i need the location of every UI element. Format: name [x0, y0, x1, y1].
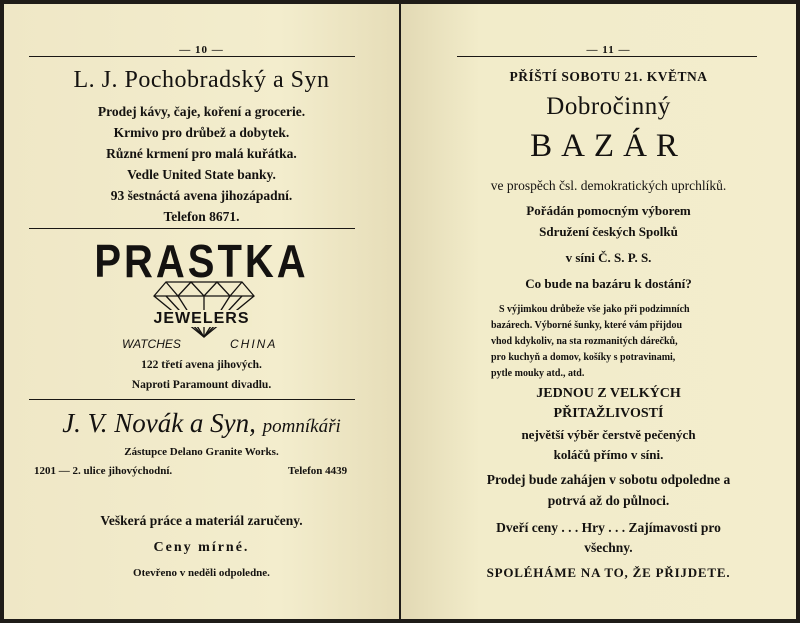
- novak-hours: Otevřeno v neděli odpoledne.: [133, 567, 270, 579]
- divider-rule: [29, 228, 355, 229]
- diamond-icon: [152, 280, 256, 338]
- attraction-heading: JEDNOU Z VELKÝCH: [536, 386, 681, 401]
- bazar-venue: v síni Č. S. P. S.: [565, 250, 652, 265]
- novak-subtitle: Zástupce Delano Granite Works.: [124, 446, 279, 458]
- novak-address: 1201 — 2. ulice jihovýchodní.: [34, 465, 173, 477]
- bazar-heading: Dobročinný: [546, 93, 671, 120]
- novak-phone: Telefon 4439: [288, 465, 348, 477]
- novak-title: J. V. Novák a Syn, pomníkáři: [62, 408, 341, 438]
- ad-line: 93 šestnáctá avena jihozápadní.: [110, 188, 293, 203]
- bazar-organizer: Sdružení českých Spolků: [539, 224, 678, 239]
- bazar-title: BAZÁR: [530, 128, 687, 164]
- prastka-location: Naproti Paramount divadlu.: [131, 379, 272, 391]
- jewelers-label: JEWELERS: [153, 310, 250, 327]
- top-rule: [29, 56, 355, 57]
- divider-rule: [29, 399, 355, 400]
- bazar-date: PŘÍŠTÍ SOBOTU 21. KVĚTNA: [509, 69, 708, 84]
- ad-line: Prodej kávy, čaje, koření a grocerie.: [97, 104, 306, 119]
- sale-info: Prodej bude zahájen v sobotu odpoledne a: [486, 472, 731, 487]
- page-number: — 10 —: [179, 44, 224, 56]
- novak-guarantee: Veškerá práce a materiál zaručeny.: [100, 513, 303, 528]
- attraction-text: koláčů přímo v síni.: [553, 447, 664, 462]
- offer-line: pytle mouky atd., atd.: [491, 368, 585, 379]
- ad-line: Vedle United State banky.: [127, 167, 276, 182]
- left-page: [4, 4, 399, 619]
- bazar-organizer: Pořádán pomocným výborem: [526, 203, 691, 218]
- ad-line: Různé krmení pro malá kuřátka.: [106, 146, 297, 161]
- ad-line: Telefon 8671.: [163, 209, 240, 224]
- prizes-info: Dveří ceny . . . Hry . . . Zajímavosti pro: [496, 520, 721, 535]
- prastka-logo: PRASTKA: [94, 236, 309, 288]
- offer-line: S výjimkou drůbeže vše jako při podzimních: [499, 304, 690, 315]
- watches-label: WATCHES: [122, 337, 181, 351]
- prizes-info: všechny.: [584, 540, 633, 555]
- sale-info: potrvá až do půlnoci.: [547, 493, 670, 508]
- right-page: [401, 4, 796, 619]
- ad-title: L. J. Pochobradský a Syn: [73, 67, 330, 93]
- offer-line: bazárech. Výborné šunky, které vám přijdou: [491, 320, 683, 331]
- offer-line: vhod kdykoliv, na sta rozmanitých dárečků,: [491, 336, 678, 347]
- attraction-heading: PŘITAŽLIVOSTÍ: [553, 406, 664, 421]
- offer-line: pro kuchyň a domov, košíky s potravinami,: [491, 352, 676, 363]
- novak-prices: Ceny mírné.: [153, 540, 250, 555]
- attraction-text: největší výběr čerstvě pečených: [521, 427, 696, 442]
- booklet-spread: [4, 0, 796, 623]
- bazar-question: Co bude na bazáru k dostání?: [525, 276, 692, 291]
- closing-line: SPOLÉHÁME NA TO, ŽE PŘIJDETE.: [486, 565, 731, 580]
- top-rule: [457, 56, 757, 57]
- prastka-address: 122 třetí avena jihových.: [141, 359, 262, 371]
- page-number: — 11 —: [586, 44, 631, 56]
- china-label: CHINA: [230, 337, 278, 351]
- ad-line: Krmivo pro drůbež a dobytek.: [113, 125, 290, 140]
- bazar-purpose: ve prospěch čsl. demokratických uprchlíků.: [490, 178, 727, 193]
